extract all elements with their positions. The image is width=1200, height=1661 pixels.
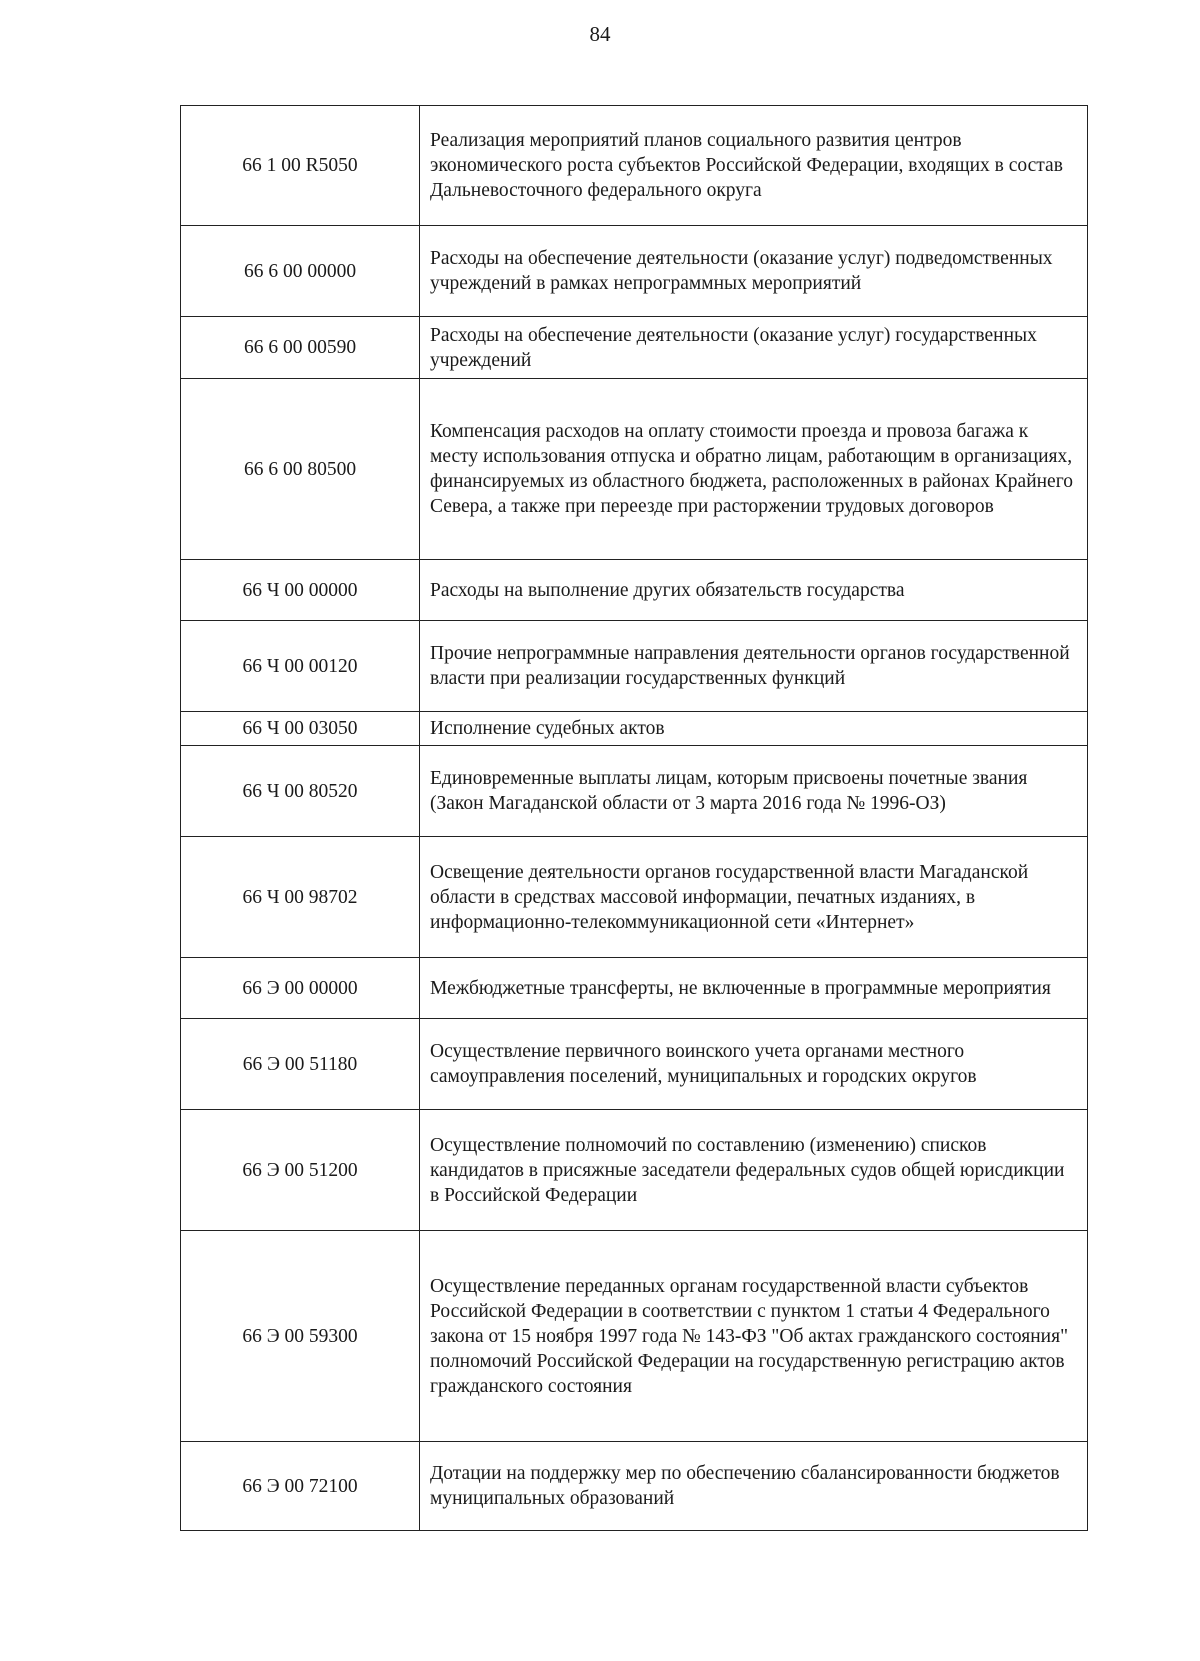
table-row: [181, 621, 1088, 712]
row-code: 66 Э 00 72100: [181, 1442, 420, 1531]
row-code: 66 Э 00 51180: [181, 1019, 420, 1110]
row-description: Осуществление полномочий по составлению (изменению) списков кандидатов в присяжные заседатели федеральных судов общей юрисдикции в Российской Федерации: [420, 1110, 1088, 1231]
row-code: 66 6 00 00000: [181, 226, 420, 317]
row-description: Расходы на выполнение других обязательств государства: [420, 560, 1088, 621]
row-description: Осуществление переданных органам государственной власти субъектов Российской Федерации в соответствии с пунктом 1 статьи 4 Федерального закона от 15 ноября 1997 года № 143-ФЗ "Об актах гражданского состояния" полномочий Российской Федерации на государственную регистрацию актов гражданского состояния: [420, 1231, 1088, 1442]
table-row: [181, 1231, 1088, 1442]
row-description: Компенсация расходов на оплату стоимости проезда и провоза багажа к месту использования отпуска и обратно лицам, работающим в организациях, финансируемых из областного бюджета, расположенных в районах Крайнего Севера, а также при переезде при расторжении трудовых договоров: [420, 379, 1088, 560]
row-description: Расходы на обеспечение деятельности (оказание услуг) государственных учреждений: [420, 317, 1088, 379]
row-description: Межбюджетные трансферты, не включенные в программные мероприятия: [420, 958, 1088, 1019]
table-row: [181, 379, 1088, 560]
table-row: [181, 1110, 1088, 1231]
row-description: Прочие непрограммные направления деятельности органов государственной власти при реализации государственных функций: [420, 621, 1088, 712]
row-code: 66 Ч 00 80520: [181, 746, 420, 837]
table-row: [181, 1019, 1088, 1110]
row-code: 66 Ч 00 03050: [181, 712, 420, 746]
row-code: 66 Э 00 51200: [181, 1110, 420, 1231]
row-code: 66 Э 00 00000: [181, 958, 420, 1019]
row-code: 66 1 00 R5050: [181, 106, 420, 226]
row-description: Единовременные выплаты лицам, которым присвоены почетные звания (Закон Магаданской области от 3 марта 2016 года № 1996-ОЗ): [420, 746, 1088, 837]
page-number: 84: [589, 22, 611, 46]
table-row: [181, 1442, 1088, 1531]
row-code: 66 Ч 00 00000: [181, 560, 420, 621]
table-row: [181, 226, 1088, 317]
row-code: 66 6 00 00590: [181, 317, 420, 379]
row-description: Реализация мероприятий планов социального развития центров экономического роста субъектов Российской Федерации, входящих в состав Дальневосточного федерального округа: [420, 106, 1088, 226]
table-row: [181, 317, 1088, 379]
row-description: Осуществление первичного воинского учета органами местного самоуправления поселений, муниципальных и городских округов: [420, 1019, 1088, 1110]
row-description: Освещение деятельности органов государственной власти Магаданской области в средствах массовой информации, печатных изданиях, в информационно-телекоммуникационной сети «Интернет»: [420, 837, 1088, 958]
row-code: 66 6 00 80500: [181, 379, 420, 560]
row-code: 66 Ч 00 98702: [181, 837, 420, 958]
row-description: Дотации на поддержку мер по обеспечению сбалансированности бюджетов муниципальных образований: [420, 1442, 1088, 1531]
row-description: Исполнение судебных актов: [420, 712, 1088, 746]
row-code: 66 Ч 00 00120: [181, 621, 420, 712]
table-row: [181, 958, 1088, 1019]
table-row: [181, 746, 1088, 837]
row-description: Расходы на обеспечение деятельности (оказание услуг) подведомственных учреждений в рамках непрограммных мероприятий: [420, 226, 1088, 317]
budget-codes-table: [180, 105, 1088, 1531]
table-row: [181, 560, 1088, 621]
table-row: [181, 837, 1088, 958]
table-row: [181, 106, 1088, 226]
table-row: [181, 712, 1088, 746]
row-code: 66 Э 00 59300: [181, 1231, 420, 1442]
